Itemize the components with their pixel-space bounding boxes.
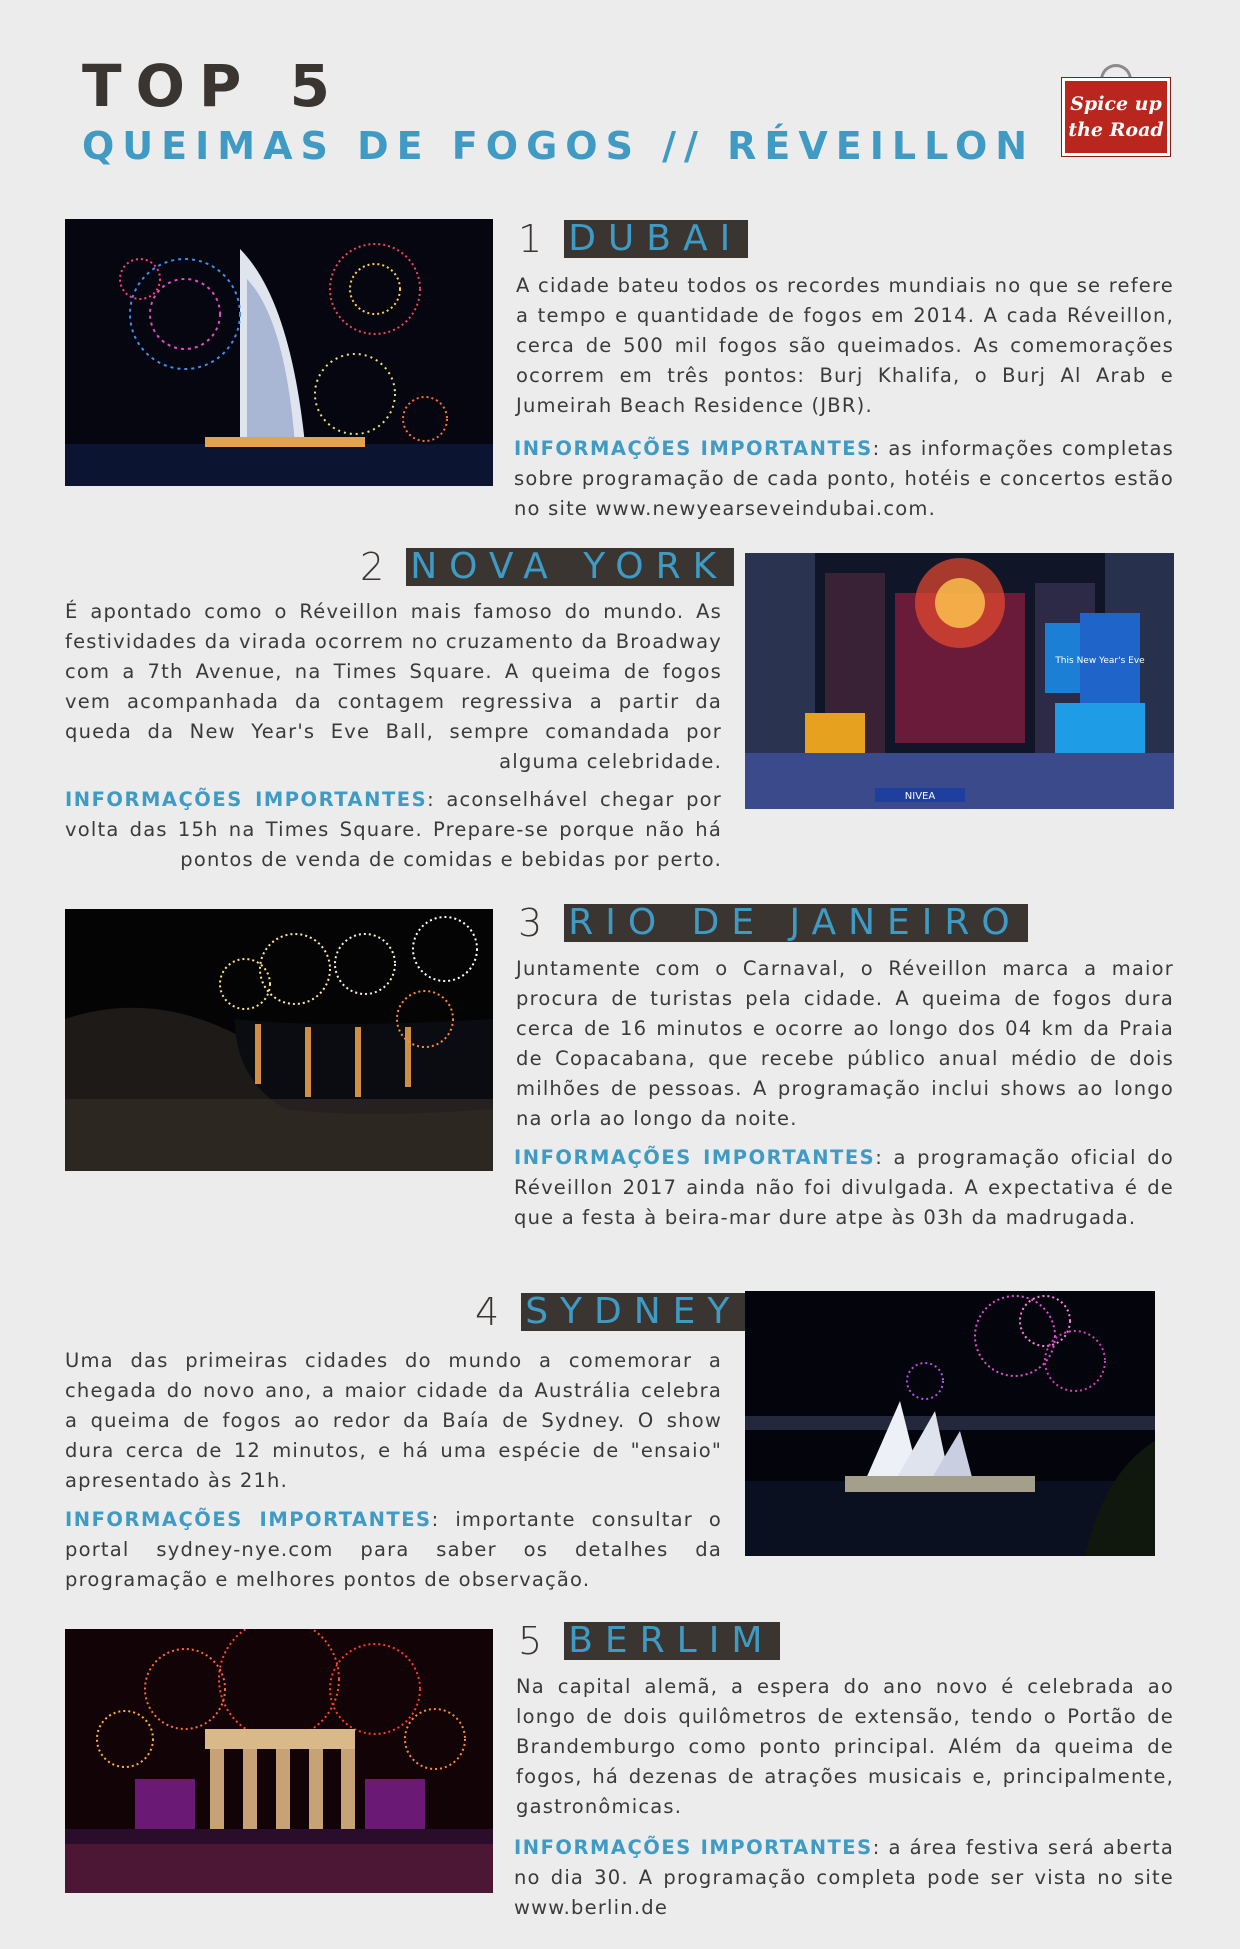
new-years-eve-sign: This New Year's Eve — [1055, 656, 1145, 666]
sydney-opera-house-fireworks-photo — [745, 1291, 1155, 1556]
item-4-info — [65, 1505, 722, 1595]
logo-line-2: the Road — [1068, 119, 1164, 141]
item-3-heading — [518, 901, 1028, 945]
item-4-info-text: : importante consultar o portal sydney-nye.com para saber os detalhes da programação e melhores pontos de observação. — [65, 1508, 723, 1591]
item-1-heading — [518, 217, 748, 261]
item-3-number: 3 — [518, 901, 543, 945]
item-5-description: Na capital alemã, a espera do ano novo é celebrada ao longo de dois quilômetros de extensão, tendo o Portão de Brandemburgo como ponto principal. Além da queima de fogos, há dezenas de atrações musicais e, principalmente, gastronômicas. — [516, 1675, 1174, 1818]
item-5-city: BERLIM — [564, 1622, 780, 1660]
item-1-description: A cidade bateu todos os recordes mundiais no que se refere a tempo e quantidade de fogos em 2014. A cada Réveillon, cerca de 500 mil fogos são queimados. As comemorações ocorrem em três pontos: Burj Khalifa, o Burj Al Arab e Jumeirah Beach Residence (JBR). — [516, 274, 1174, 417]
item-2-heading — [360, 545, 734, 589]
berlin-brandenburg-gate-fireworks-photo — [65, 1629, 493, 1893]
item-4-number: 4 — [475, 1290, 500, 1334]
item-4-description: Uma das primeiras cidades do mundo a comemorar a chegada do novo ano, a maior cidade da Austrália celebra a queima de fogos ao redor da Baía de Sydney. O show dura cerca de 12 minutos, e há uma espécie de "ensaio" apresentado às 21h. — [65, 1349, 722, 1492]
item-3-description: Juntamente com o Carnaval, o Réveillon marca a maior procura de turistas pela cidade. A queima de fogos dura cerca de 16 minutos e ocorre ao longo dos 04 km da Praia de Copacabana, que recebe público anual médio de dois milhões de pessoas. A programação inclui shows ao longo na orla ao longo da noite. — [516, 957, 1174, 1130]
item-1-info — [514, 434, 1174, 524]
spice-up-the-road-logo — [1062, 78, 1170, 156]
rio-copacabana-fireworks-photo — [65, 909, 493, 1171]
item-3-city: RIO DE JANEIRO — [564, 904, 1028, 942]
item-3-info — [514, 1143, 1174, 1233]
item-2-city: NOVA YORK — [406, 548, 734, 586]
item-1-city: DUBAI — [564, 220, 748, 258]
item-2-number: 2 — [360, 545, 385, 589]
item-2-info — [65, 785, 722, 875]
dubai-fireworks-photo — [65, 219, 493, 486]
item-5-info-label: INFORMAÇÕES IMPORTANTES — [514, 1836, 873, 1859]
item-1-info-text: : as informações completas sobre programação de cada ponto, hotéis e concertos estão no site www.newyearseveindubai.com. — [514, 437, 1175, 520]
item-5-number: 5 — [518, 1619, 543, 1663]
item-2-description: É apontado como o Réveillon mais famoso do mundo. As festividades da virada ocorrem no cruzamento da Broadway com a 7th Avenue, na Times Square. A queima de fogos vem acompanhada da contagem regressiva a partir da queda da New Year's Eve Ball, sempre comandada por alguma celebridade. — [65, 600, 722, 773]
item-2-info-text: : aconselhável chegar por volta das 15h na Times Square. Prepare-se porque não há pontos de venda de comidas e bebidas por perto. — [65, 788, 722, 871]
item-1-number: 1 — [518, 217, 543, 261]
item-3-info-label: INFORMAÇÕES IMPORTANTES — [514, 1146, 876, 1169]
item-4-city: SYDNEY — [521, 1293, 747, 1331]
page-title: TOP 5 — [82, 52, 344, 120]
item-2-info-label: INFORMAÇÕES IMPORTANTES — [65, 788, 428, 811]
item-1-info-label: INFORMAÇÕES IMPORTANTES — [514, 437, 873, 460]
nivea-sign: NIVEA — [904, 791, 936, 802]
item-4-heading — [475, 1290, 747, 1334]
page-subtitle: QUEIMAS DE FOGOS // RÉVEILLON — [82, 124, 1036, 168]
item-3-info-text: : a programação oficial do Réveillon 2017 ainda não foi divulgada. A expectativa é de que a festa à beira-mar dure atpe às 03h da madrugada. — [514, 1146, 1175, 1229]
item-5-heading — [518, 1619, 780, 1663]
item-5-info — [514, 1833, 1174, 1923]
logo-line-1: Spice up — [1070, 93, 1162, 115]
new-york-times-square-photo — [745, 553, 1174, 809]
item-5-info-text: : a área festiva será aberta no dia 30. A programação completa pode ser vista no site www.berlin.de — [514, 1836, 1175, 1919]
item-4-info-label: INFORMAÇÕES IMPORTANTES — [65, 1508, 432, 1531]
